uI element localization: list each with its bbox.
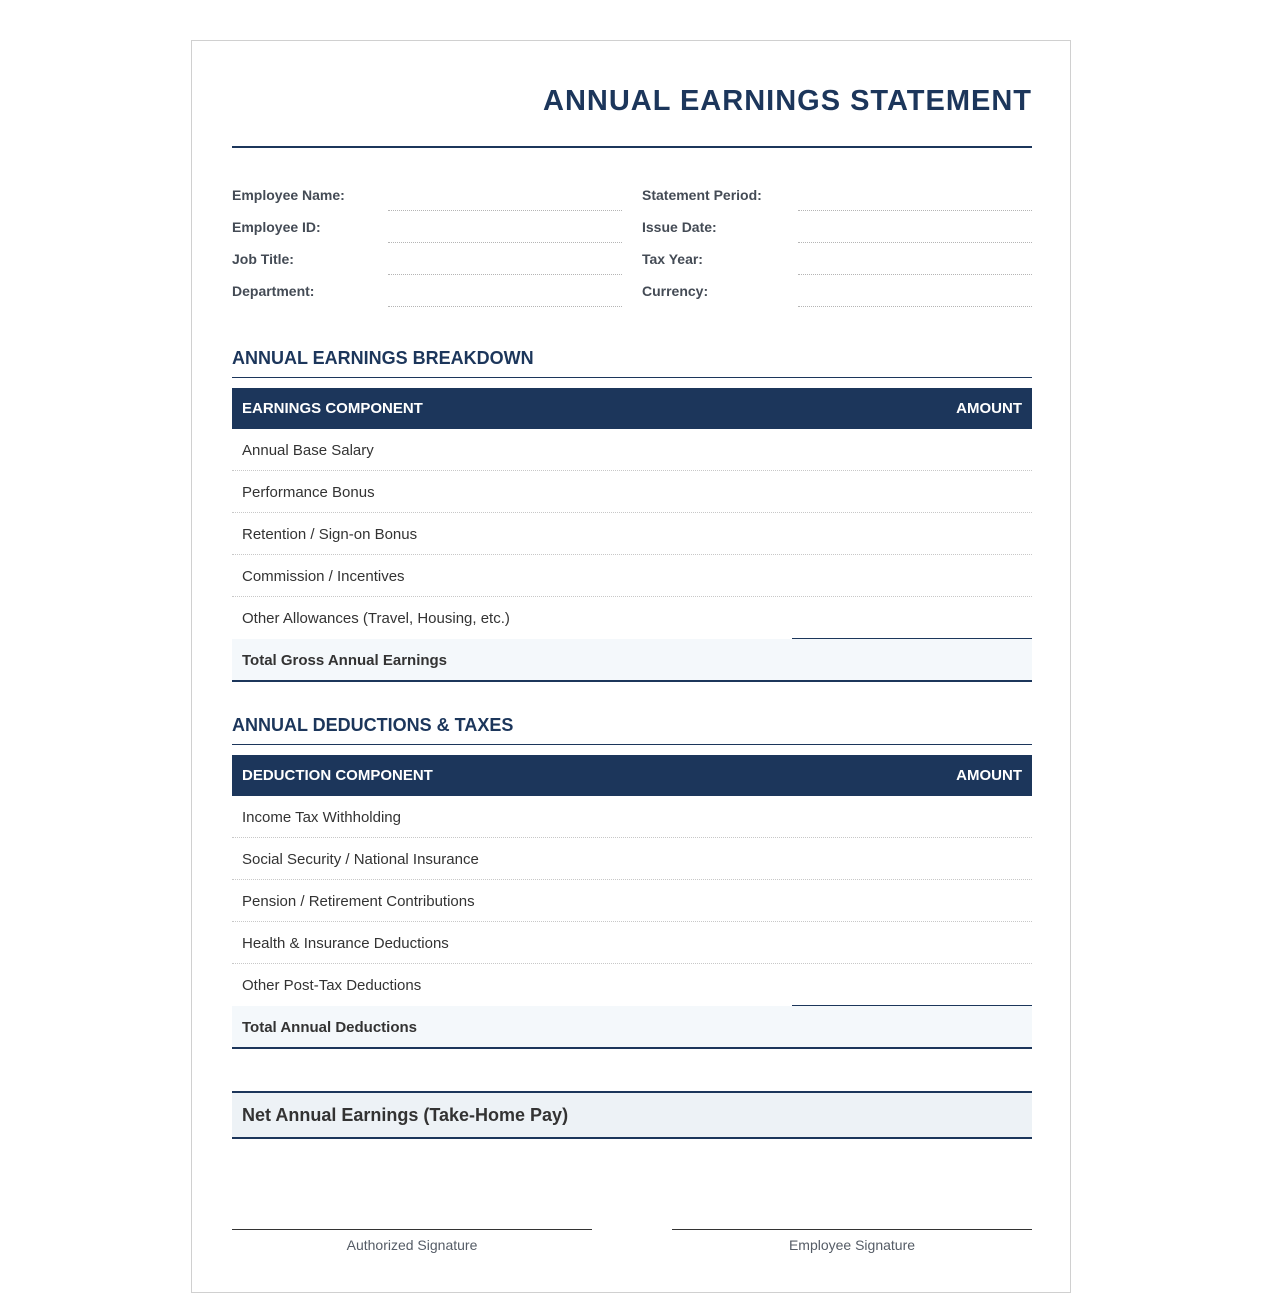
deductions-total-label: Total Annual Deductions bbox=[242, 1019, 417, 1036]
table-row[interactable] bbox=[232, 922, 1032, 964]
earnings-section-divider bbox=[232, 377, 1032, 378]
authorized-signature-label: Authorized Signature bbox=[346, 1237, 478, 1253]
info-label: Employee Name: bbox=[232, 187, 345, 203]
department-field[interactable] bbox=[388, 306, 622, 307]
row-label: Other Allowances (Travel, Housing, etc.) bbox=[242, 610, 510, 627]
title-divider bbox=[232, 146, 1032, 148]
earnings-table bbox=[232, 388, 1032, 682]
earnings-total-label: Total Gross Annual Earnings bbox=[242, 652, 448, 669]
info-issue-date bbox=[642, 211, 1032, 243]
info-department bbox=[232, 275, 622, 307]
deduction-component-header: DEDUCTION COMPONENT bbox=[242, 767, 433, 784]
row-label: Income Tax Withholding bbox=[242, 809, 401, 826]
row-label: Other Post-Tax Deductions bbox=[242, 977, 422, 994]
info-label: Currency: bbox=[642, 283, 709, 299]
row-label: Annual Base Salary bbox=[242, 442, 374, 459]
deductions-section-divider bbox=[232, 744, 1032, 745]
deductions-total-row[interactable] bbox=[232, 1006, 1032, 1049]
row-label: Pension / Retirement Contributions bbox=[242, 893, 475, 910]
row-label: Commission / Incentives bbox=[242, 568, 405, 585]
info-employee-id bbox=[232, 211, 622, 243]
earnings-total-row[interactable] bbox=[232, 639, 1032, 682]
earnings-component-header: EARNINGS COMPONENT bbox=[242, 400, 423, 417]
table-row[interactable] bbox=[232, 838, 1032, 880]
info-label: Department: bbox=[232, 283, 315, 299]
earnings-table-header bbox=[232, 388, 1032, 429]
table-row[interactable] bbox=[232, 880, 1032, 922]
employee-signature-label: Employee Signature bbox=[788, 1237, 916, 1253]
info-label: Statement Period: bbox=[642, 187, 762, 203]
info-employee-name bbox=[232, 179, 622, 211]
employee-signature-line[interactable] bbox=[672, 1229, 1032, 1253]
info-statement-period bbox=[642, 179, 1032, 211]
authorized-signature-line[interactable] bbox=[232, 1229, 592, 1253]
earnings-amount-header: AMOUNT bbox=[956, 400, 1022, 417]
info-job-title bbox=[232, 243, 622, 275]
net-earnings-box[interactable] bbox=[232, 1091, 1032, 1139]
row-label: Health & Insurance Deductions bbox=[242, 935, 449, 952]
row-label: Performance Bonus bbox=[242, 484, 375, 501]
statement-page bbox=[191, 40, 1071, 1293]
info-label: Tax Year: bbox=[642, 251, 703, 267]
table-row[interactable] bbox=[232, 471, 1032, 513]
document-title: ANNUAL EARNINGS STATEMENT bbox=[543, 85, 1032, 117]
deductions-table bbox=[232, 755, 1032, 1049]
currency-field[interactable] bbox=[798, 306, 1032, 307]
info-label: Issue Date: bbox=[642, 219, 717, 235]
table-row[interactable] bbox=[232, 964, 1032, 1006]
deductions-table-header bbox=[232, 755, 1032, 796]
table-row[interactable] bbox=[232, 555, 1032, 597]
row-label: Social Security / National Insurance bbox=[242, 851, 479, 868]
earnings-section-title: ANNUAL EARNINGS BREAKDOWN bbox=[232, 348, 534, 368]
table-row[interactable] bbox=[232, 796, 1032, 838]
info-tax-year bbox=[642, 243, 1032, 275]
table-row[interactable] bbox=[232, 597, 1032, 639]
row-label: Retention / Sign-on Bonus bbox=[242, 526, 418, 543]
info-currency bbox=[642, 275, 1032, 307]
info-label: Job Title: bbox=[232, 251, 294, 267]
net-earnings-label: Net Annual Earnings (Take-Home Pay) bbox=[242, 1105, 569, 1125]
table-row[interactable] bbox=[232, 429, 1032, 471]
deductions-section-title: ANNUAL DEDUCTIONS & TAXES bbox=[232, 715, 514, 735]
deduction-amount-header: AMOUNT bbox=[956, 767, 1022, 784]
info-label: Employee ID: bbox=[232, 219, 321, 235]
table-row[interactable] bbox=[232, 513, 1032, 555]
